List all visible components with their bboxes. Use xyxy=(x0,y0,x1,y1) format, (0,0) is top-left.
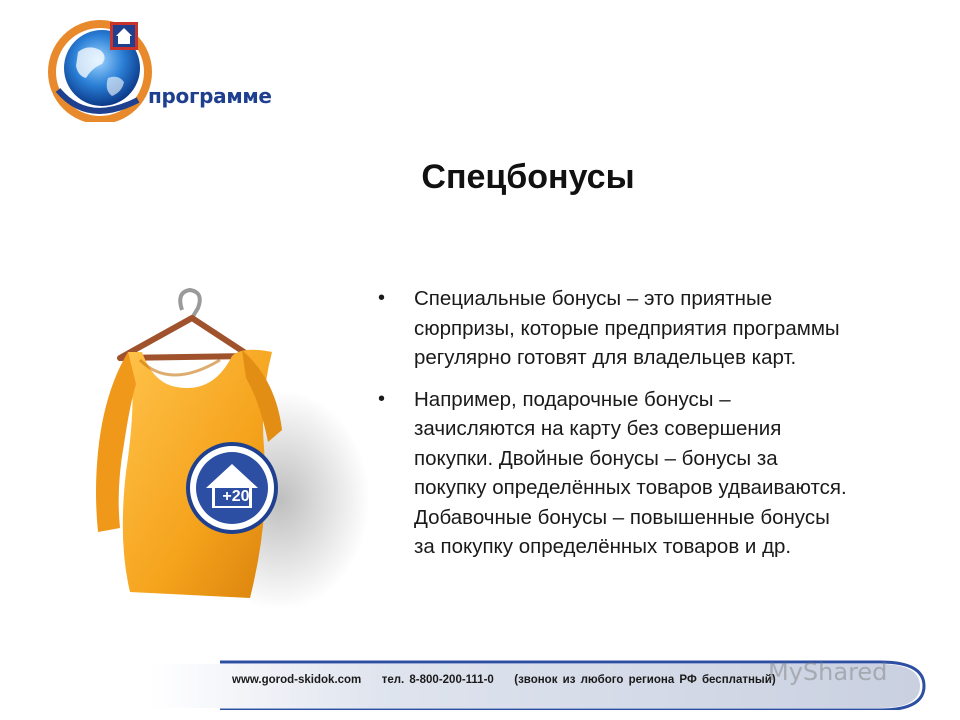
bullet-marker: • xyxy=(378,287,386,309)
shirt-illustration xyxy=(80,280,380,610)
footer-site: www.gorod-skidok.com xyxy=(232,674,362,686)
slide-title: Спецбонусы xyxy=(421,158,635,196)
bullet-item xyxy=(374,284,854,373)
hanger-icon xyxy=(120,290,250,358)
bullet-list xyxy=(374,284,854,574)
bullet-item xyxy=(374,385,854,562)
footer-phone: тел. 8-800-200-111-0 xyxy=(381,674,494,686)
badge-text: +20 xyxy=(222,488,250,505)
bullet-marker: • xyxy=(378,387,386,410)
footer-note: (звонок из любого региона РФ бесплатный) xyxy=(514,674,776,686)
logo-text: программе xyxy=(148,84,272,108)
watermark: MyShared xyxy=(768,658,888,686)
house-icon xyxy=(110,22,138,50)
bullet-text: Специальные бонусы – это приятные сюрпризы, которые предприятия программы регулярно готовят для владельцев карт. xyxy=(414,287,840,369)
bullet-text: Например, подарочные бонусы – зачисляются на карту без совершения покупки. Двойные бонусы – бонусы за покупку определённых товаров удваиваются. Добавочные бонусы – повышенные бонусы за покупку определённых товаров и др. xyxy=(414,387,847,558)
footer-contacts xyxy=(232,674,832,686)
